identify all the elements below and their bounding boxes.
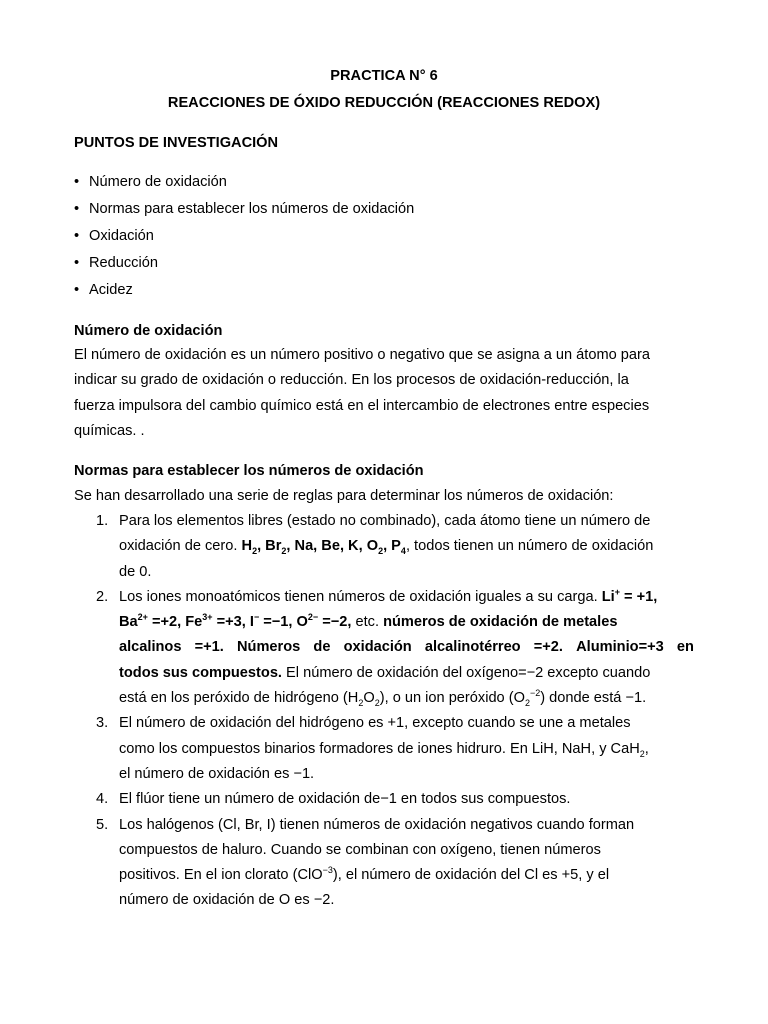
rule-item-5: 5. Los halógenos (Cl, Br, I) tienen números de oxidación negativos cuando forman compuestos de haluro. Cuando se combinan con oxígeno, tienen números positivos. En el ion clorato (ClO$^{-3}$), el número de oxidación del Cl es +5, y el número de oxidación de O es −2. xyxy=(96,816,635,909)
paragraph-line: químicas. . xyxy=(74,422,145,439)
oxidation-number-paragraph xyxy=(74,343,694,444)
rule-item-3: 3. El número de oxidación del hidrógeno es +1, excepto cuando se une a metales como los compuestos binarios formadores de iones hidruro. En LiH, NaH, y CaH$_2$, el número de oxidación es −1. xyxy=(96,715,649,782)
paragraph-line: El número de oxidación es un número positivo o negativo que se asigna a un átomo para xyxy=(74,347,651,363)
norms-intro: Se han desarrollado una serie de reglas para determinar los números de oxidación: xyxy=(74,488,614,504)
topics-list xyxy=(74,174,414,309)
oxidation-number-heading: Número de oxidación xyxy=(74,323,223,339)
list-item: • Número de oxidación xyxy=(74,174,414,201)
list-item: • Oxidación xyxy=(74,228,414,255)
section-heading: PUNTOS DE INVESTIGACIÓN xyxy=(74,135,279,151)
rule-item-4: 4. El flúor tiene un número de oxidación de−1 en todos sus compuestos. xyxy=(96,791,571,808)
page-title: PRACTICA N° 6 xyxy=(330,68,438,84)
paragraph-line: fuerza impulsora del cambio químico está en el intercambio de electrones entre especies xyxy=(74,397,650,414)
list-item: • Acidez xyxy=(74,282,414,309)
list-item: • Normas para establecer los números de oxidación xyxy=(74,201,414,228)
norms-heading: Normas para establecer los números de oxidación xyxy=(74,463,424,479)
rule-item-1: 1. Para los elementos libres (estado no combinado), cada átomo tiene un número de oxidación de cero. $H_2$, $Br_2$, Na, Be, K, $O_2$, $P_4$, todos tienen un número de oxidación de 0. xyxy=(96,513,654,580)
rule-item-2: 2. Los iones monoatómicos tienen números de oxidación iguales a su carga. Li+ = +1, $Ba^{2+} =+2$, $Fe^{3+} =+3$, I− =−1, $O^{2-} =-2$, etc. números de oxidación de metales alcalinos =+1. Números de oxidación alcalinotérreo =+2. Aluminio=+3 en todos sus compuestos. El número de oxidación del oxígeno=−2 excepto cuando está en los peróxido de hidrógeno $(H_2O_2)$, o un ion peróxido $(O_2^{-2})$ donde está −1. xyxy=(96,587,694,708)
paragraph-line: indicar su grado de oxidación o reducción. En los procesos de oxidación-reducción, la xyxy=(74,372,629,389)
rules-list xyxy=(96,509,694,914)
page-subtitle: REACCIONES DE ÓXIDO REDUCCIÓN (REACCIONES REDOX) xyxy=(167,95,601,111)
list-item: • Reducción xyxy=(74,255,414,282)
